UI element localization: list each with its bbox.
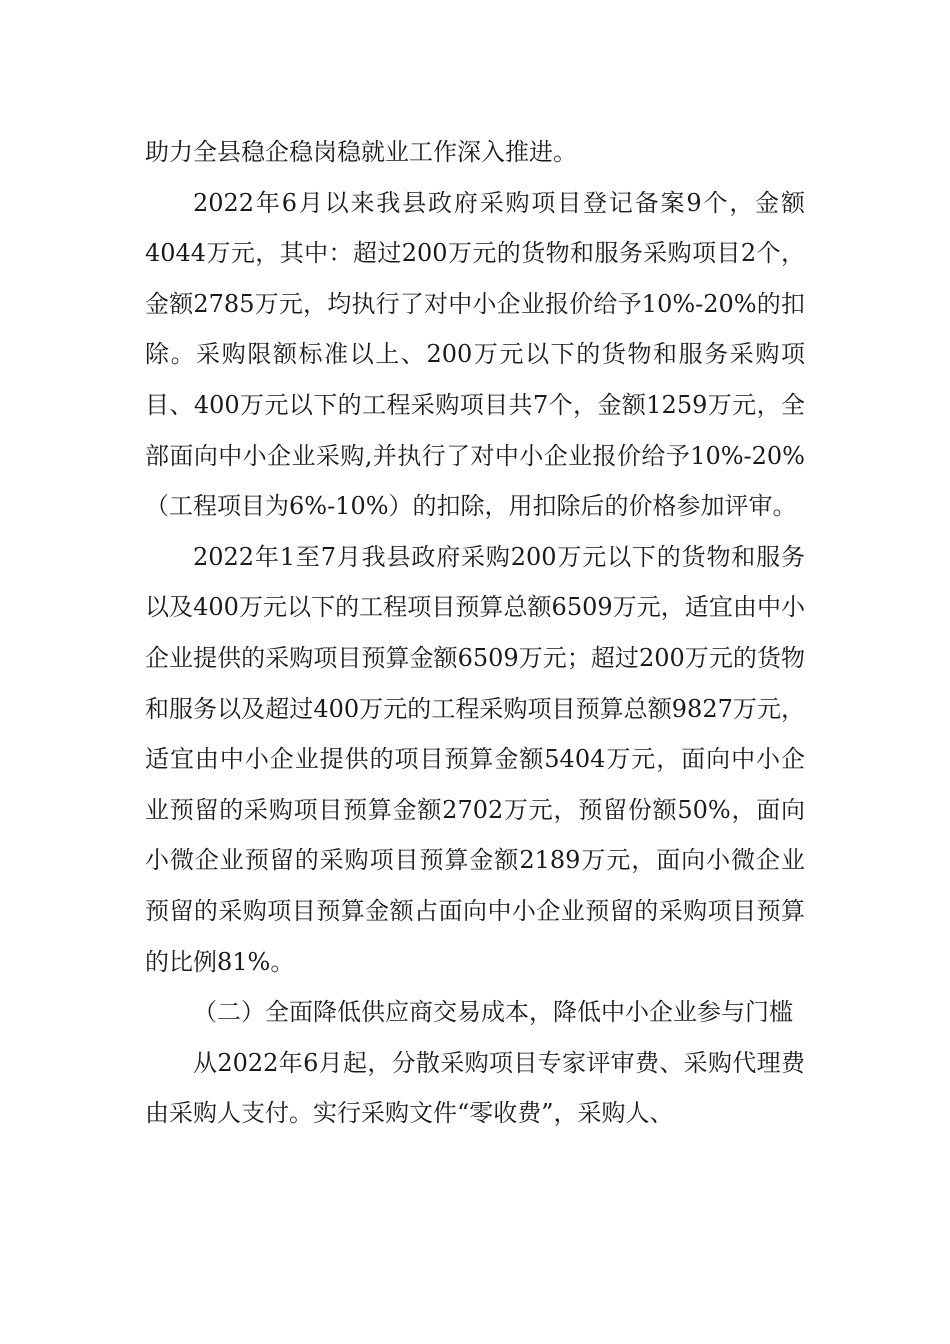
document-body bbox=[145, 127, 805, 1139]
paragraph-continuation: 助力全县稳企稳岗稳就业工作深入推进。 bbox=[145, 138, 577, 166]
section-heading: （二）全面降低供应商交易成本，降低中小企业参与门槛 bbox=[193, 998, 793, 1027]
paragraph-registration-summary: 2022年6月以来我县政府采购项目登记备案9个，金额4044万元，其中：超过200万元的货物和服务采购项目2个，金额2785万元，均执行了对中小企业报价给予10%-20%的扣除。采购限额标准以上、200万元以下的货物和服务采购项目、400万元以下的工程采购项目共7个，金额1259万元，全部面向中小企业采购,并执行了对中小企业报价给予10%-20%（工程项目为6%-10%）的扣除，用扣除后的价格参加评审。 bbox=[145, 188, 805, 521]
paragraph-budget-summary: 2022年1至7月我县政府采购200万元以下的货物和服务以及400万元以下的工程项目预算总额6509万元，适宜由中小企业提供的采购项目预算金额6509万元；超过200万元的货物和服务以及超过400万元的工程采购项目预算总额9827万元，适宜由中小企业提供的项目预算金额5404万元，面向中小企业预留的采购项目预算金额2702万元，预留份额50%，面向小微企业预留的采购项目预算金额2189万元，面向小微企业预留的采购项目预算金额占面向中小企业预留的采购项目预算的比例81%。 bbox=[145, 542, 805, 976]
paragraph-fee-policy: 从2022年6月起，分散采购项目专家评审费、采购代理费由采购人支付。实行采购文件“零收费”，采购人、 bbox=[145, 1048, 805, 1128]
